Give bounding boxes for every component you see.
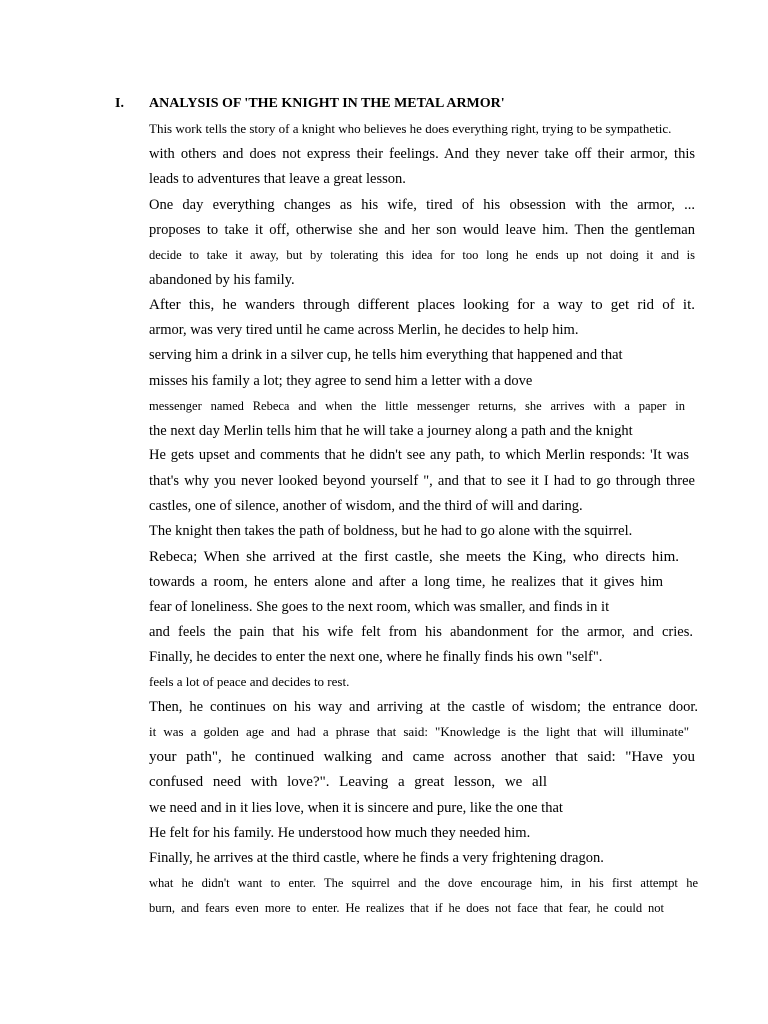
paragraph-line: proposes to take it off, otherwise she and her son would leave him. Then the gentleman <box>149 222 695 238</box>
paragraph-line: serving him a drink in a silver cup, he tells him everything that happened and that <box>149 347 623 363</box>
paragraph-line: that's why you never looked beyond yourself ", and that to see it I had to go through three <box>149 473 695 489</box>
paragraph-line: Rebeca; When she arrived at the first castle, she meets the King, who directs him. <box>149 549 679 565</box>
section-title: ANALYSIS OF 'THE KNIGHT IN THE METAL ARMOR' <box>149 96 505 111</box>
paragraph-line: The knight then takes the path of boldness, but he had to go alone with the squirrel. <box>149 523 633 539</box>
paragraph-line: abandoned by his family. <box>149 272 295 288</box>
paragraph-line: we need and in it lies love, when it is sincere and pure, like the one that <box>149 800 563 816</box>
paragraph-line: One day everything changes as his wife, tired of his obsession with the armor, ... <box>149 197 695 213</box>
paragraph-line: Finally, he decides to enter the next one, where he finally finds his own "self". <box>149 649 603 665</box>
paragraph-line: towards a room, he enters alone and after a long time, he realizes that it gives him <box>149 574 663 590</box>
paragraph-line: armor, was very tired until he came across Merlin, he decides to help him. <box>149 322 579 338</box>
paragraph-line: misses his family a lot; they agree to send him a letter with a dove <box>149 373 533 389</box>
paragraph-line: the next day Merlin tells him that he will take a journey along a path and the knight <box>149 423 633 439</box>
section-number: I. <box>115 96 124 111</box>
paragraph-line: He felt for his family. He understood how much they needed him. <box>149 825 531 841</box>
paragraph-line: Then, he continues on his way and arriving at the castle of wisdom; the entrance door. <box>149 699 698 715</box>
paragraph-line: feels a lot of peace and decides to rest. <box>149 674 350 689</box>
paragraph-line: He gets upset and comments that he didn't see any path, to which Merlin responds: 'It was <box>149 447 689 463</box>
paragraph-line: and feels the pain that his wife felt from his abandonment for the armor, and cries. <box>149 624 693 640</box>
section-heading <box>115 95 505 113</box>
paragraph-line: your path", he continued walking and came across another that said: "Have you <box>149 749 695 765</box>
paragraph-line: it was a golden age and had a phrase that said: "Knowledge is the light that will illuminate" <box>149 724 689 739</box>
paragraph-line: leads to adventures that leave a great lesson. <box>149 171 406 187</box>
paragraph-line: Finally, he arrives at the third castle, where he finds a very frightening dragon. <box>149 850 604 866</box>
paragraph-line: decide to take it away, but by tolerating this idea for too long he ends up not doing it and is <box>149 248 695 262</box>
paragraph-line: fear of loneliness. She goes to the next room, which was smaller, and finds in it <box>149 599 610 615</box>
paragraph-line: This work tells the story of a knight who believes he does everything right, trying to be sympathetic. <box>149 121 672 136</box>
paragraph-line: with others and does not express their feelings. And they never take off their armor, this <box>149 146 695 162</box>
paragraph-line: castles, one of silence, another of wisdom, and the third of will and daring. <box>149 498 583 514</box>
paragraph-line: confused need with love?". Leaving a great lesson, we all <box>149 774 547 790</box>
paragraph-line: what he didn't want to enter. The squirrel and the dove encourage him, in his first attempt he <box>149 876 698 890</box>
paragraph-line: burn, and fears even more to enter. He realizes that if he does not face that fear, he could not <box>149 901 664 915</box>
paragraph-line: After this, he wanders through different places looking for a way to get rid of it. <box>149 297 695 313</box>
paragraph-line: messenger named Rebeca and when the little messenger returns, she arrives with a paper in <box>149 399 685 413</box>
